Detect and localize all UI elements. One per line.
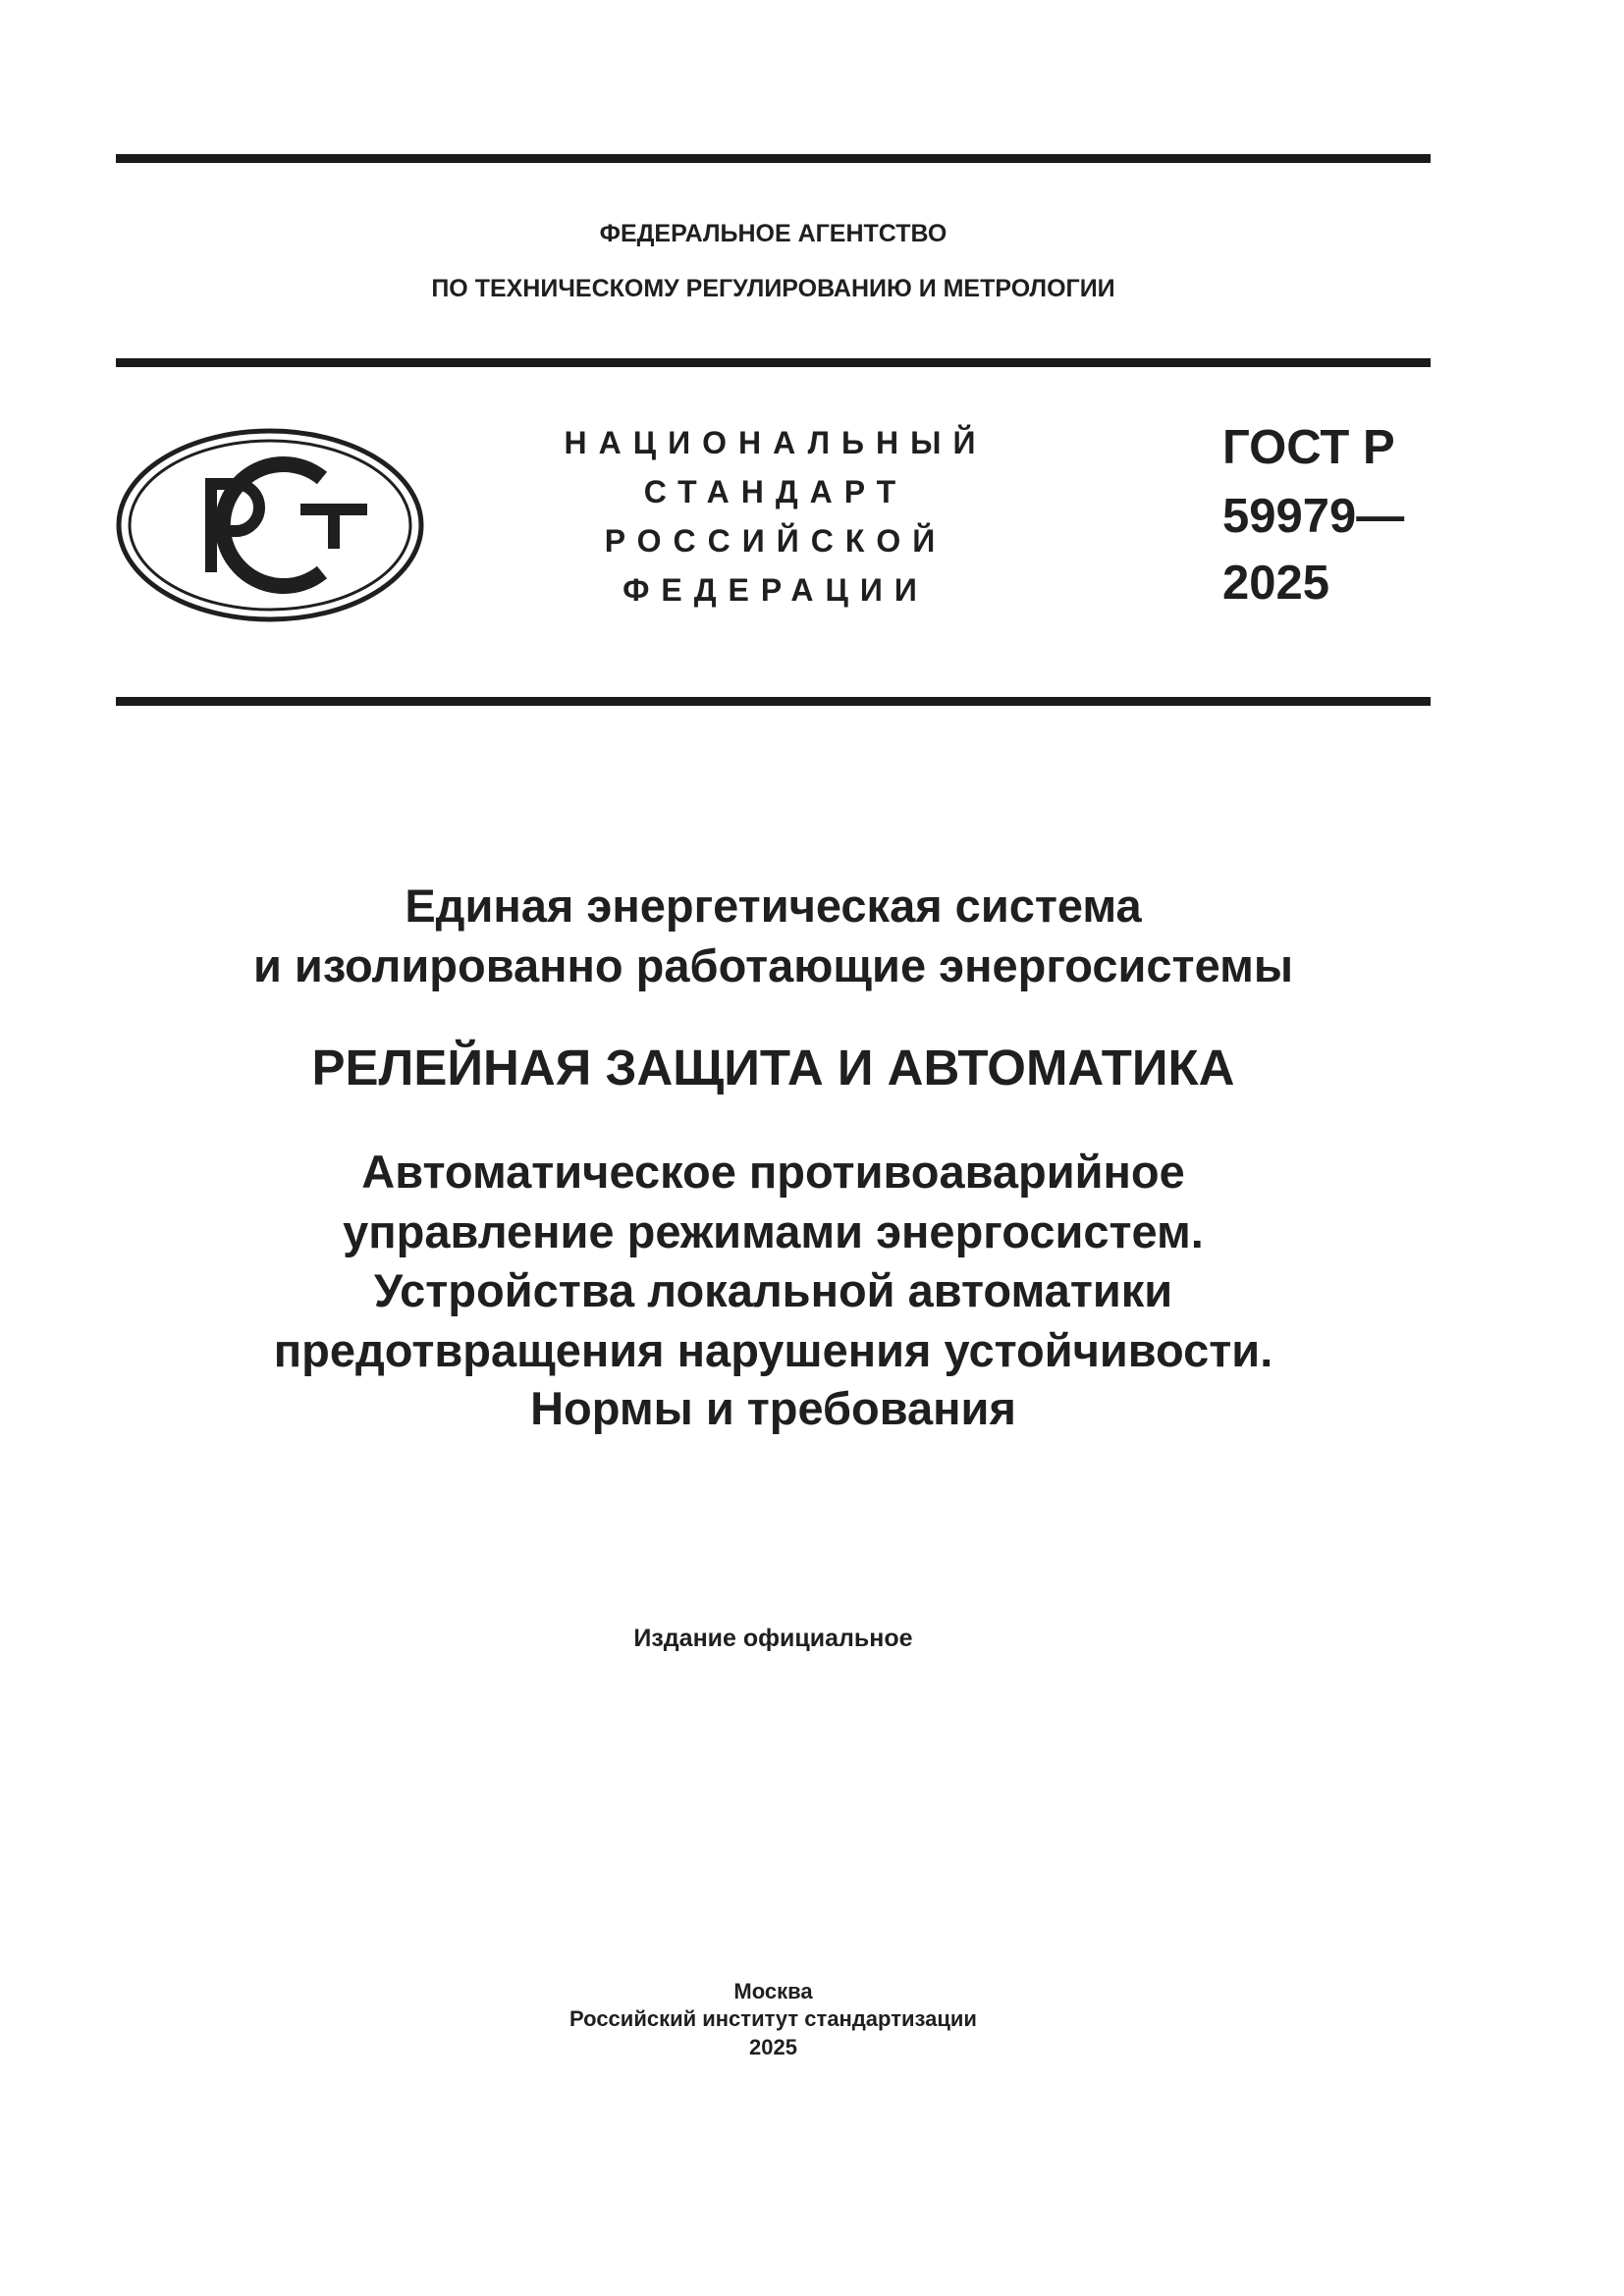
title-line-2: и изолированно работающие энергосистемы (252, 939, 1293, 991)
standard-type-line-1: НАЦИОНАЛЬНЫЙ (564, 425, 988, 460)
subtitle-line-5: Нормы и требования (530, 1382, 1016, 1434)
publisher-name: Российский институт стандартизации (569, 2006, 977, 2031)
agency-name-line-1: ФЕДЕРАЛЬНОЕ АГЕНТСТВО (599, 220, 947, 247)
rst-conformity-mark-icon (116, 427, 425, 623)
standard-designation-line-2: 59979— (1222, 490, 1405, 543)
main-title: РЕЛЕЙНАЯ ЗАЩИТА И АВТОМАТИКА (311, 1040, 1235, 1095)
standard-type-line-4: ФЕДЕРАЦИИ (623, 572, 929, 608)
subtitle-line-3: Устройства локальной автоматики (373, 1264, 1173, 1316)
header-divider-rule (116, 358, 1431, 367)
edition-label: Издание официальное (633, 1625, 913, 1652)
publisher-city: Москва (733, 1979, 813, 2003)
standard-type-line-3: РОССИЙСКОЙ (604, 523, 947, 559)
subtitle-line-2: управление режимами энергосистем. (343, 1205, 1204, 1257)
title-line-1: Единая энергетическая система (405, 880, 1142, 932)
subtitle-line-4: предотвращения нарушения устойчивости. (273, 1324, 1273, 1376)
publication-year: 2025 (749, 2035, 797, 2059)
agency-name-line-2: ПО ТЕХНИЧЕСКОМУ РЕГУЛИРОВАНИЮ И МЕТРОЛОГИИ (431, 275, 1115, 302)
standard-designation-line-3: 2025 (1222, 557, 1330, 610)
subtitle-line-1: Автоматическое противоаварийное (361, 1146, 1185, 1198)
top-rule (116, 154, 1431, 163)
standard-type-line-2: СТАНДАРТ (643, 474, 908, 509)
title-block-rule (116, 697, 1431, 706)
standard-designation-line-1: ГОСТ Р (1222, 421, 1395, 474)
